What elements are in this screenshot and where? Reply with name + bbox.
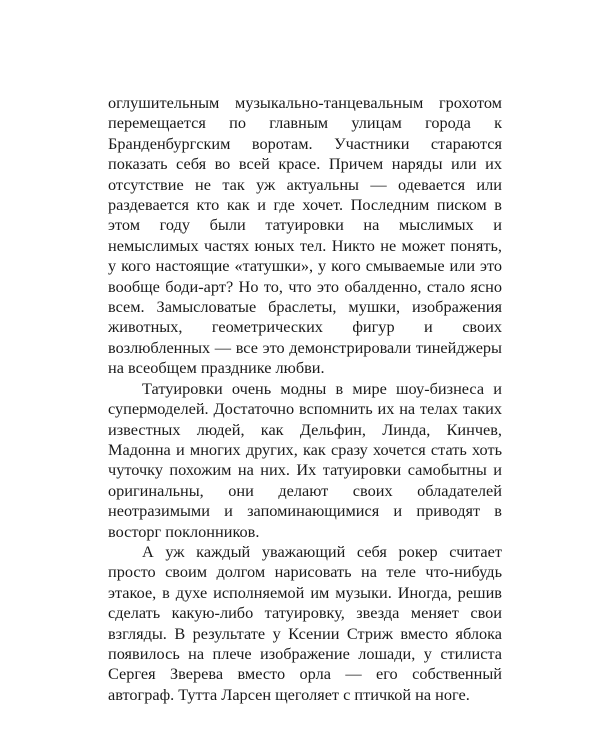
paragraph-2: Татуировки очень модны в мире шоу-бизнеса и супермоделей. Достаточно вспомнить их на телах таких известных людей, как Дельфин, Линда, Кинчев, Мадонна и многих других, как сразу хочется стать хоть чуточку похожим на них. Их татуировки самобытны и оригинальны, они делают своих обладателей неотразимыми и запоминающимися и приводят в восторг поклонников. <box>108 378 502 541</box>
paragraph-3: А уж каждый уважающий себя рокер считает просто своим долгом нарисовать на теле что-нибудь этакое, в духе исполняемой им музыки. Иногда, решив сделать какую-либо татуировку, звезда меняет свои взгляды. В результате у Ксении Стриж вместо яблока появилось на плече изображение лошади, у стилиста Сергея Зверева вместо орла — его собственный автограф. Тутта Ларсен щеголяет с птичкой на ноге. <box>108 541 502 704</box>
body-text <box>108 93 502 705</box>
paragraph-1: оглушительным музыкально-танцевальным грохотом перемещается по главным улицам города к Бранденбургским воротам. Участники стараются показать себя во всей красе. Причем наряды или их отсутствие не так уж актуальны — одевается или раздевается кто как и где хочет. Последним писком в этом году были татуировки на мыслимых и немыслимых частях юных тел. Никто не может понять, у кого настоящие «татушки», у кого смываемые или это вообще боди-арт? Но то, что это обалденно, стало ясно всем. Замысловатые браслеты, мушки, изображения животных, геометрических фигур и своих возлюбленных — все это демонстрировали тинейджеры на всеобщем празднике любви. <box>108 93 502 378</box>
